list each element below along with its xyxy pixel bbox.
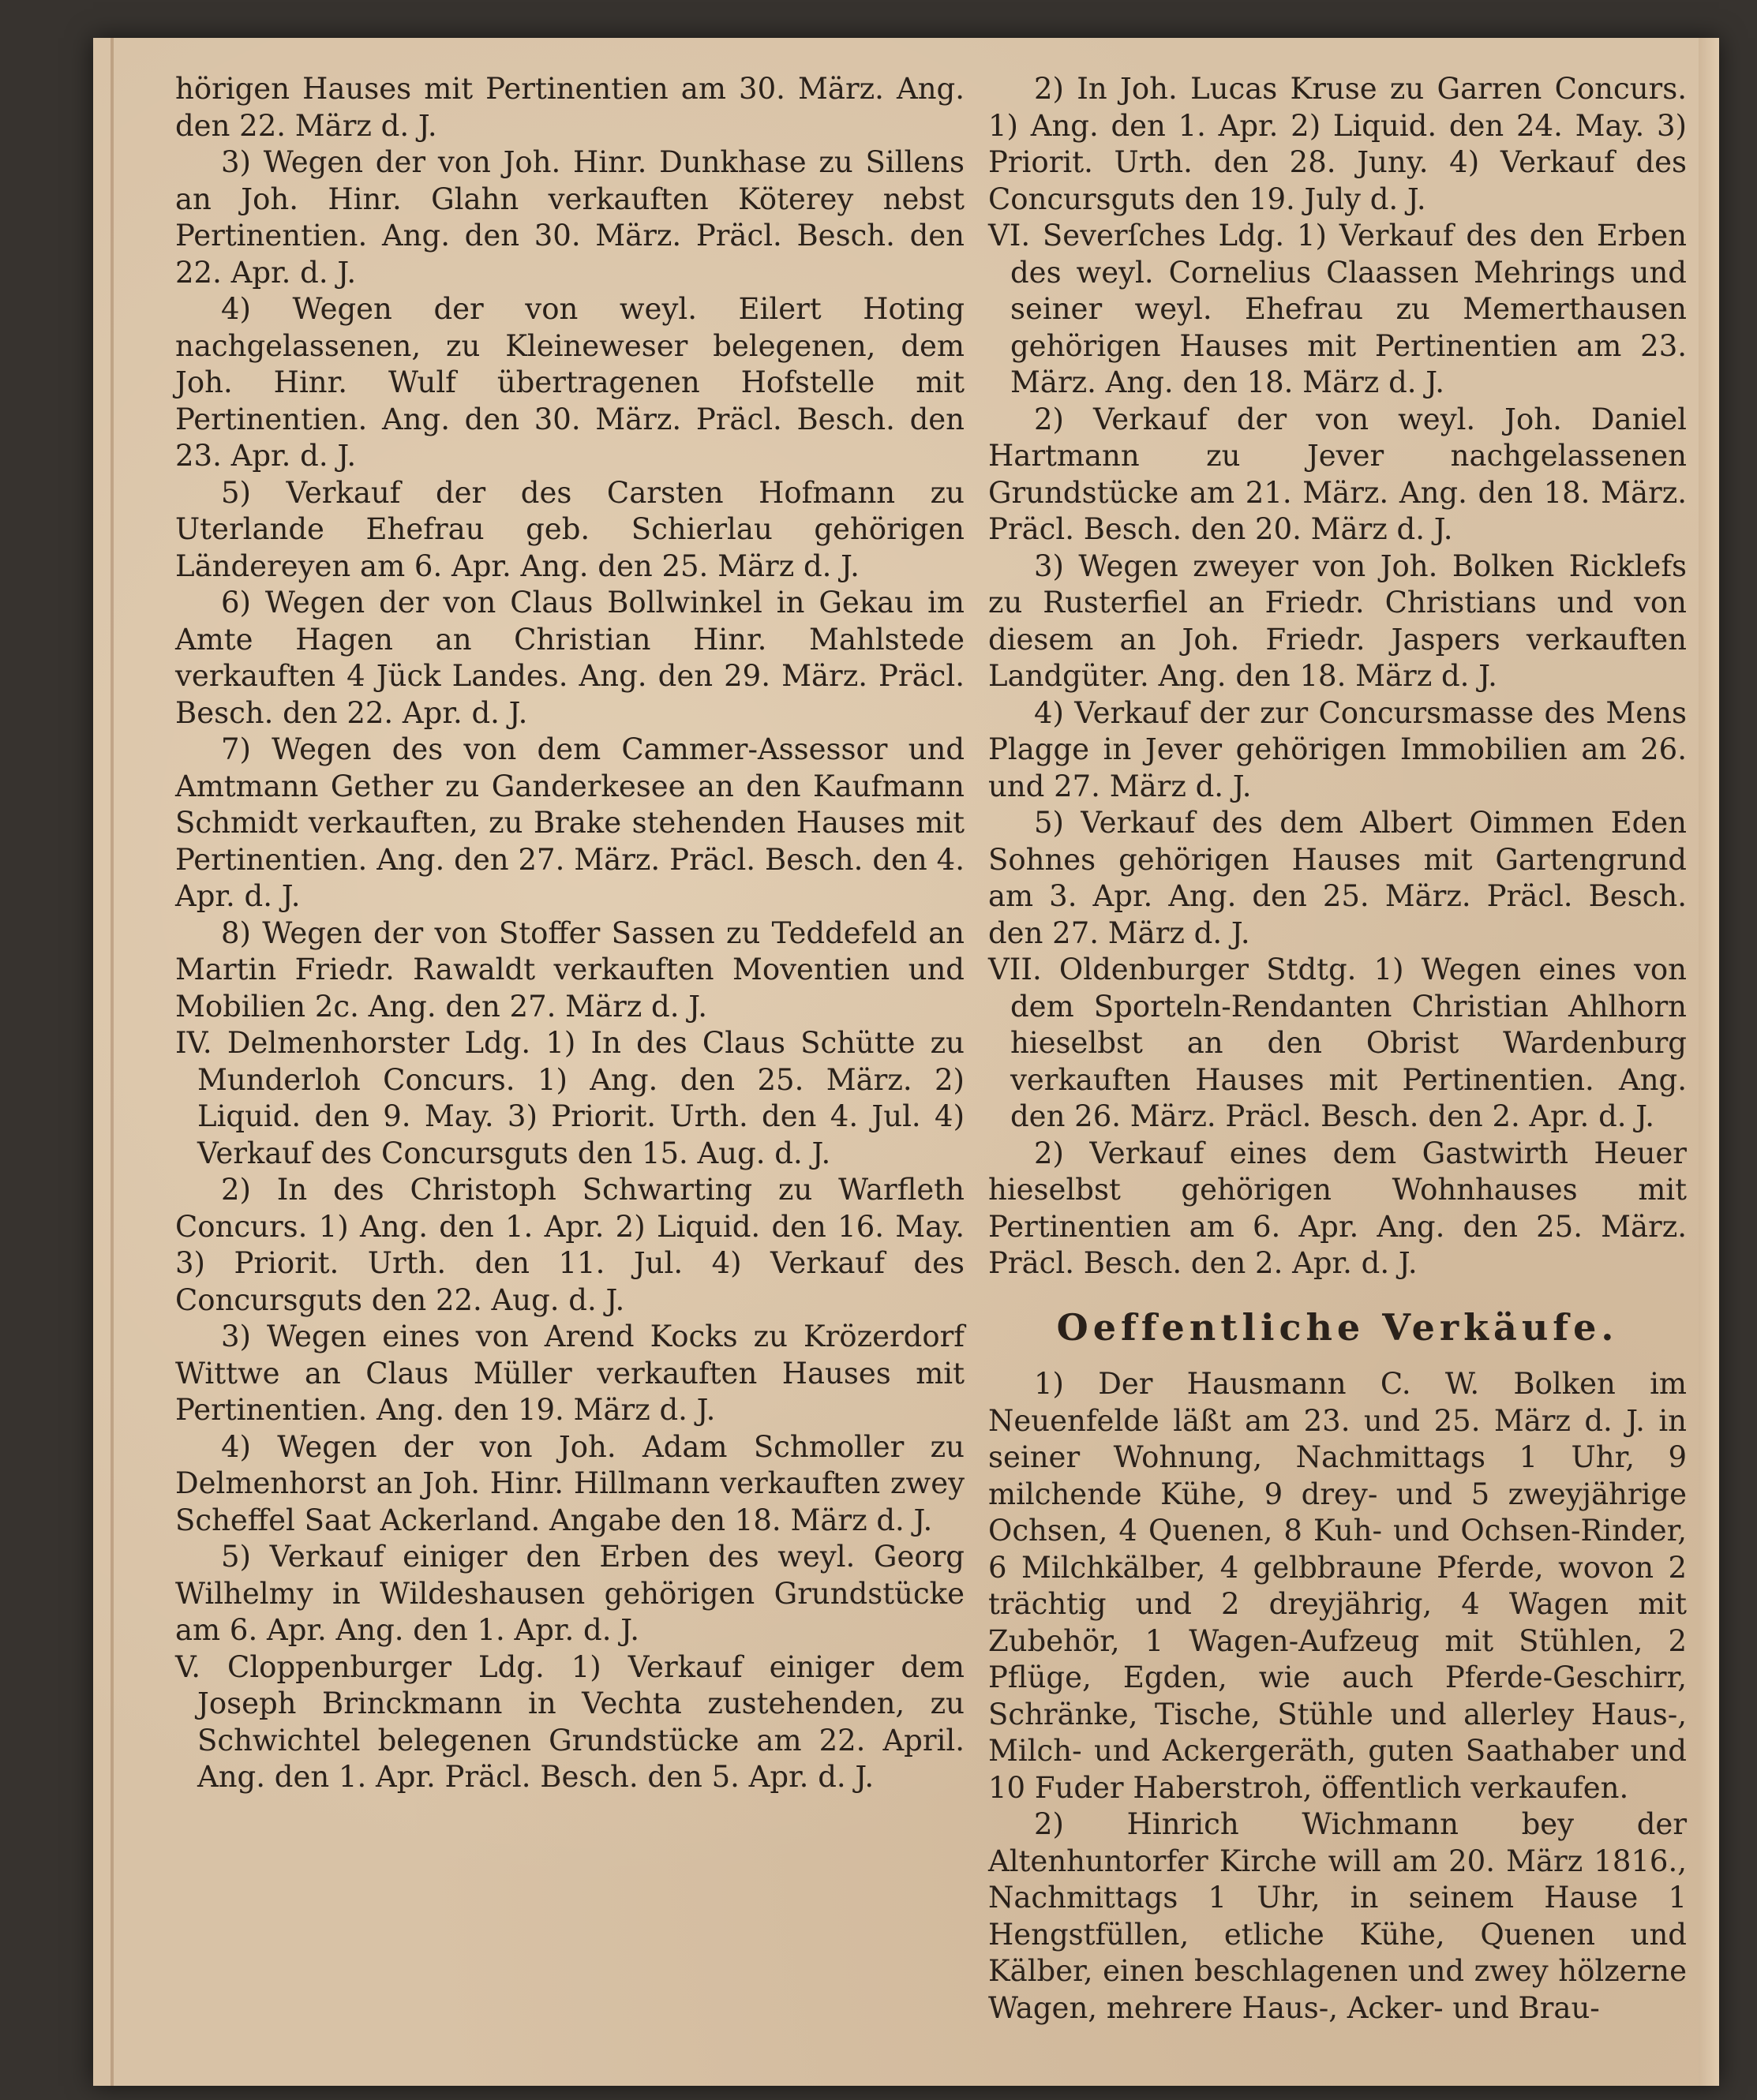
right-paragraph-6: 5) Verkauf des dem Albert Oimmen Eden Sohnes gehörigen Hauses mit Gartengrund am 3. Apr. Ang. den 25. März. Präcl. Besch. den 27. März d. J. (988, 806, 1687, 950)
left-paragraph-10: 3) Wegen eines von Arend Kocks zu Krözerdorf Wittwe an Claus Müller verkauften Hauses mit Pertinentien. Ang. den 19. März d. J. (175, 1320, 965, 1427)
sale-paragraph-2: 2) Hinrich Wichmann bey der Altenhuntorfer Kirche will am 20. März 1816., Nachmittags 1 Uhr, in seinem Hause 1 Hengstfüllen, etliche Kühe, Quenen und Kälber, einen beschlagenen und zwey hölzerne Wagen, mehrere Haus-, Acker- und Brau- (988, 1807, 1687, 2025)
right-paragraph-3: 2) Verkauf der von weyl. Joh. Daniel Hartmann zu Jever nachgelassenen Grundstücke am 21. März. Ang. den 18. März. Präcl. Besch. den 20. März d. J. (988, 402, 1687, 546)
left-paragraph-12: 5) Verkauf einiger den Erben des weyl. Georg Wilhelmy in Wildeshausen gehörigen Grundstücke am 6. Apr. Ang. den 1. Apr. d. J. (175, 1540, 965, 1647)
left-paragraph-4: 5) Verkauf der des Carsten Hofmann zu Uterlande Ehefrau geb. Schierlau gehörigen Ländereyen am 6. Apr. Ang. den 25. März d. J. (175, 475, 965, 583)
section-cloppenburg: V. Cloppenburger Ldg. 1) Verkauf einiger dem Joseph Brinckmann in Vechta zustehenden, zu Schwichtel belegenen Grundstücke am 22. April. Ang. den 1. Apr. Präcl. Besch. den 5. Apr. d. J. (175, 1649, 965, 1794)
section-delmenhorst: IV. Delmenhorster Ldg. 1) In des Claus Schütte zu Munderloh Concurs. 1) Ang. den 25. März. 2) Liquid. den 9. May. 3) Priorit. Urth. den 4. Jul. 4) Verkauf des Concursguts den 15. Aug. d. J. (175, 1026, 965, 1170)
left-paragraph-5: 6) Wegen der von Claus Bollwinkel in Gekau im Amte Hagen an Christian Hinr. Mahlstede verkauften 4 Jück Landes. Ang. den 29. März. Präcl. Besch. den 22. Apr. d. J. (175, 586, 965, 730)
sale-paragraph-1: 1) Der Hausmann C. W. Bolken im Neuenfelde läßt am 23. und 25. März d. J. in seiner Wohnung, Nachmittags 1 Uhr, 9 milchende Kühe, 9 drey- und 5 zweyjährige Ochsen, 4 Quenen, 8 Kuh- und Ochsen-Rinder, 6 Milchkälber, 4 gelbbraune Pferde, wovon 2 trächtig und 2 dreyjährig, 4 Wagen mit Zubehör, 1 Wagen-Aufzeug mit Stühlen, 2 Pflüge, Egden, wie auch Pferde-Geschirr, Schränke, Tische, Stühle und allerley Haus-, Milch- und Ackergeräth, guten Saathaber und 10 Fuder Haberstroh, öffentlich verkaufen. (988, 1367, 1687, 1805)
page-fold (111, 38, 114, 2086)
left-paragraph-2: 3) Wegen der von Joh. Hinr. Dunkhase zu Sillens an Joh. Hinr. Glahn verkauften Köterey nebst Pertinentien. Ang. den 30. März. Präcl. Besch. den 22. Apr. d. J. (175, 145, 965, 290)
right-paragraph-1: 2) In Joh. Lucas Kruse zu Garren Concurs. 1) Ang. den 1. Apr. 2) Liquid. den 24. May. 3) Priorit. Urth. den 28. Juny. 4) Verkauf des Concursguts den 19. July d. J. (988, 72, 1687, 216)
right-paragraph-5: 4) Verkauf der zur Concursmasse des Mens Plagge in Jever gehörigen Immobilien am 26. und 27. März d. J. (988, 695, 1687, 803)
left-paragraph-9: 2) In des Christoph Schwarting zu Warfleth Concurs. 1) Ang. den 1. Apr. 2) Liquid. den 16. May. 3) Priorit. Urth. den 11. Jul. 4) Verkauf des Concursguts den 22. Aug. d. J. (175, 1173, 965, 1317)
section-oldenburg: VII. Oldenburger Stdtg. 1) Wegen eines von dem Sporteln-Rendanten Christian Ahlhorn hieselbst an den Obrist Wardenburg verkauften Hauses mit Pertinentien. Ang. den 26. März. Präcl. Besch. den 2. Apr. d. J. (988, 953, 1687, 1133)
left-paragraph-6: 7) Wegen des von dem Cammer-Assessor und Amtmann Gether zu Ganderkesee an den Kaufmann Schmidt verkauften, zu Brake stehenden Hauses mit Pertinentien. Ang. den 27. März. Präcl. Besch. den 4. Apr. d. J. (175, 732, 965, 913)
page-edge (1699, 38, 1719, 2086)
left-paragraph-1: hörigen Hauses mit Pertinentien am 30. März. Ang. den 22. März d. J. (175, 72, 965, 143)
section-jever: VI. Severſches Ldg. 1) Verkauf des den Erben des weyl. Cornelius Claassen Mehrings und seiner weyl. Ehefrau zu Memerthausen gehörigen Hauses mit Pertinentien am 23. März. Ang. den 18. März d. J. (988, 219, 1687, 399)
right-paragraph-8: 2) Verkauf eines dem Gastwirth Heuer hieselbst gehörigen Wohnhauses mit Pertinentien am 6. Apr. Ang. den 25. März. Präcl. Besch. den 2. Apr. d. J. (988, 1136, 1687, 1280)
right-paragraph-4: 3) Wegen zweyer von Joh. Bolken Ricklefs zu Rusterfiel an Friedr. Christians und von diesem an Joh. Friedr. Jaspers verkauften Landgüter. Ang. den 18. März d. J. (988, 548, 1687, 693)
left-paragraph-7: 8) Wegen der von Stoffer Sassen zu Teddefeld an Martin Friedr. Rawaldt verkauften Moventien und Mobilien 2c. Ang. den 27. März d. J. (175, 915, 965, 1024)
section-heading-public-sales: Oeffentliche Verkäufe. (1056, 1305, 1619, 1349)
right-column (988, 71, 1687, 2027)
left-column (175, 71, 965, 1796)
left-paragraph-11: 4) Wegen der von Joh. Adam Schmoller zu Delmenhorst an Joh. Hinr. Hillmann verkauften zwey Scheffel Saat Ackerland. Angabe den 18. März d. J. (175, 1429, 965, 1537)
left-paragraph-3: 4) Wegen der von weyl. Eilert Hoting nachgelassenen, zu Kleineweser belegenen, dem Joh. Hinr. Wulf übertragenen Hofstelle mit Pertinentien. Ang. den 30. März. Präcl. Besch. den 23. Apr. d. J. (175, 292, 965, 473)
